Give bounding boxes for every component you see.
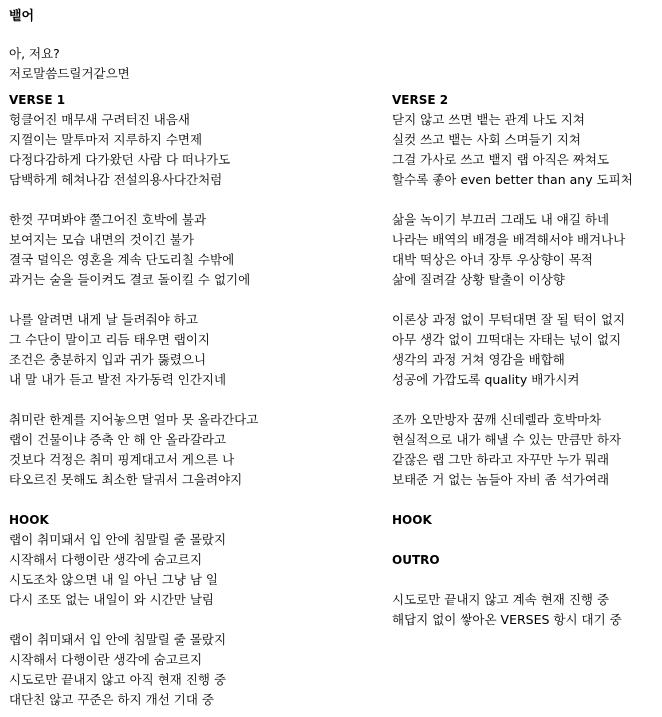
stanza-gap	[9, 190, 258, 210]
lyric-line: 것보다 걱정은 취미 핑계대고서 게으른 나	[9, 452, 235, 467]
lyric-line: 시도로만 끝내지 않고 아직 현재 진행 중	[9, 672, 227, 687]
song-title: 뱉어	[9, 9, 35, 24]
lyric-line: 타오르진 못해도 최소한 달궈서 그을려야지	[9, 472, 243, 487]
hook-heading: HOOK	[9, 513, 49, 527]
stanza-gap	[392, 490, 633, 510]
stanza-gap	[9, 610, 258, 630]
stanza-gap	[392, 570, 633, 590]
verse1-heading: VERSE 1	[9, 93, 66, 107]
lyric-line: 과거는 술을 들이켜도 결코 돌이킬 수 없기에	[9, 272, 251, 287]
lyric-line: 시작해서 다행이란 생각에 숨고르지	[9, 552, 203, 567]
lyric-line: 지껄이는 말투마저 지루하지 수면제	[9, 132, 203, 147]
stanza-gap	[9, 290, 258, 310]
lyric-line: 삶을 녹이기 부끄러 그래도 내 얘길 하네	[392, 212, 610, 227]
lyric-line: 내 말 내가 듣고 발전 자가동력 인간지네	[9, 372, 227, 387]
lyric-line: 담백하게 헤쳐나감 전설의용사다간처럼	[9, 172, 223, 187]
lyric-line: 현실적으로 내가 해낼 수 있는 만큼만 하자	[392, 432, 622, 447]
lyric-line: 대박 떡상은 아녀 장투 우상향이 목적	[392, 252, 593, 267]
lyric-line: 다정다감하게 다가왔던 사람 다 떠나가도	[9, 152, 231, 167]
lyric-line: 대단친 않고 꾸준은 하지 개선 기대 중	[9, 692, 214, 707]
lyric-line: 다시 조또 없는 내일이 와 시간만 날림	[9, 592, 214, 607]
outro-heading: OUTRO	[392, 553, 440, 567]
lyric-line: 삶에 질려갈 상황 탈출이 이상향	[392, 272, 565, 287]
lyric-line: 생각의 과정 거쳐 영감을 배합해	[392, 352, 565, 367]
intro	[9, 44, 130, 84]
lyric-line: 닫지 않고 쓰면 뱉는 관계 나도 지쳐	[392, 112, 585, 127]
lyric-line: 나를 알려면 내게 날 들려줘야 하고	[9, 312, 198, 327]
stanza-gap	[392, 390, 633, 410]
intro-line: 아, 저요?	[9, 46, 60, 61]
lyric-line: 나라는 배역의 배경을 배격해서야 배겨나나	[392, 232, 626, 247]
lyric-line: 결국 덜익은 영혼을 계속 단도리칠 수밖에	[9, 252, 235, 267]
lyric-line: 할수록 좋아 even better than any 도피처	[392, 172, 633, 187]
lyric-line: 그 수단이 말이고 리듬 태우면 랩이지	[9, 332, 210, 347]
lyric-line: 랩이 취미돼서 입 안에 침말릴 줄 몰랐지	[9, 532, 227, 547]
lyric-line: 보태준 거 없는 놈들아 자비 좀 석가여래	[392, 472, 610, 487]
lyric-line: 취미란 한계를 지어놓으면 얼마 못 올라간다고	[9, 412, 259, 427]
left-column	[9, 90, 258, 710]
stanza-gap	[9, 390, 258, 410]
intro-line: 저로말씀드릴거같으면	[9, 66, 130, 81]
verse2-heading: VERSE 2	[392, 93, 449, 107]
lyric-line: 한껏 꾸며봐야 쭐그어진 호박에 불과	[9, 212, 207, 227]
lyric-line: 헝클어진 매무새 구려터진 내음새	[9, 112, 190, 127]
stanza-gap	[392, 190, 633, 210]
lyric-line: 보여지는 모습 내면의 것이긴 불가	[9, 232, 194, 247]
right-column	[392, 90, 633, 630]
lyric-line: 시도조차 않으면 내 일 아닌 그냥 남 일	[9, 572, 218, 587]
lyric-line: 해답지 없이 쌓아온 VERSES 항시 대기 중	[392, 612, 622, 627]
lyric-line: 랩이 건물이냐 증축 안 해 안 올라갈라고	[9, 432, 227, 447]
lyric-line: 아무 생각 없이 끄떡대는 자태는 넋이 없지	[392, 332, 622, 347]
lyric-line: 성공에 가깝도록 quality 배가시켜	[392, 372, 580, 387]
lyric-line: 이론상 과정 없이 무턱대면 잘 될 턱이 없지	[392, 312, 626, 327]
lyric-line: 시작해서 다행이란 생각에 숨고르지	[9, 652, 203, 667]
lyric-line: 같잖은 랩 그만 하라고 자꾸만 누가 뭐래	[392, 452, 610, 467]
lyric-line: 조건은 충분하지 입과 귀가 뚫렸으니	[9, 352, 207, 367]
lyric-line: 랩이 취미돼서 입 안에 침말릴 줄 몰랐지	[9, 632, 227, 647]
lyric-line: 조까 오만방자 꿈깨 신데렐라 호박마차	[392, 412, 602, 427]
stanza-gap	[9, 490, 258, 510]
hook-heading: HOOK	[392, 513, 432, 527]
stanza-gap	[392, 290, 633, 310]
lyric-line: 시도로만 끝내지 않고 계속 현재 진행 중	[392, 592, 610, 607]
stanza-gap	[392, 530, 633, 550]
lyric-line: 실컷 쓰고 뱉는 사회 스며들기 지쳐	[392, 132, 581, 147]
lyric-line: 그걸 가사로 쓰고 뱉지 랩 아직은 짜쳐도	[392, 152, 610, 167]
